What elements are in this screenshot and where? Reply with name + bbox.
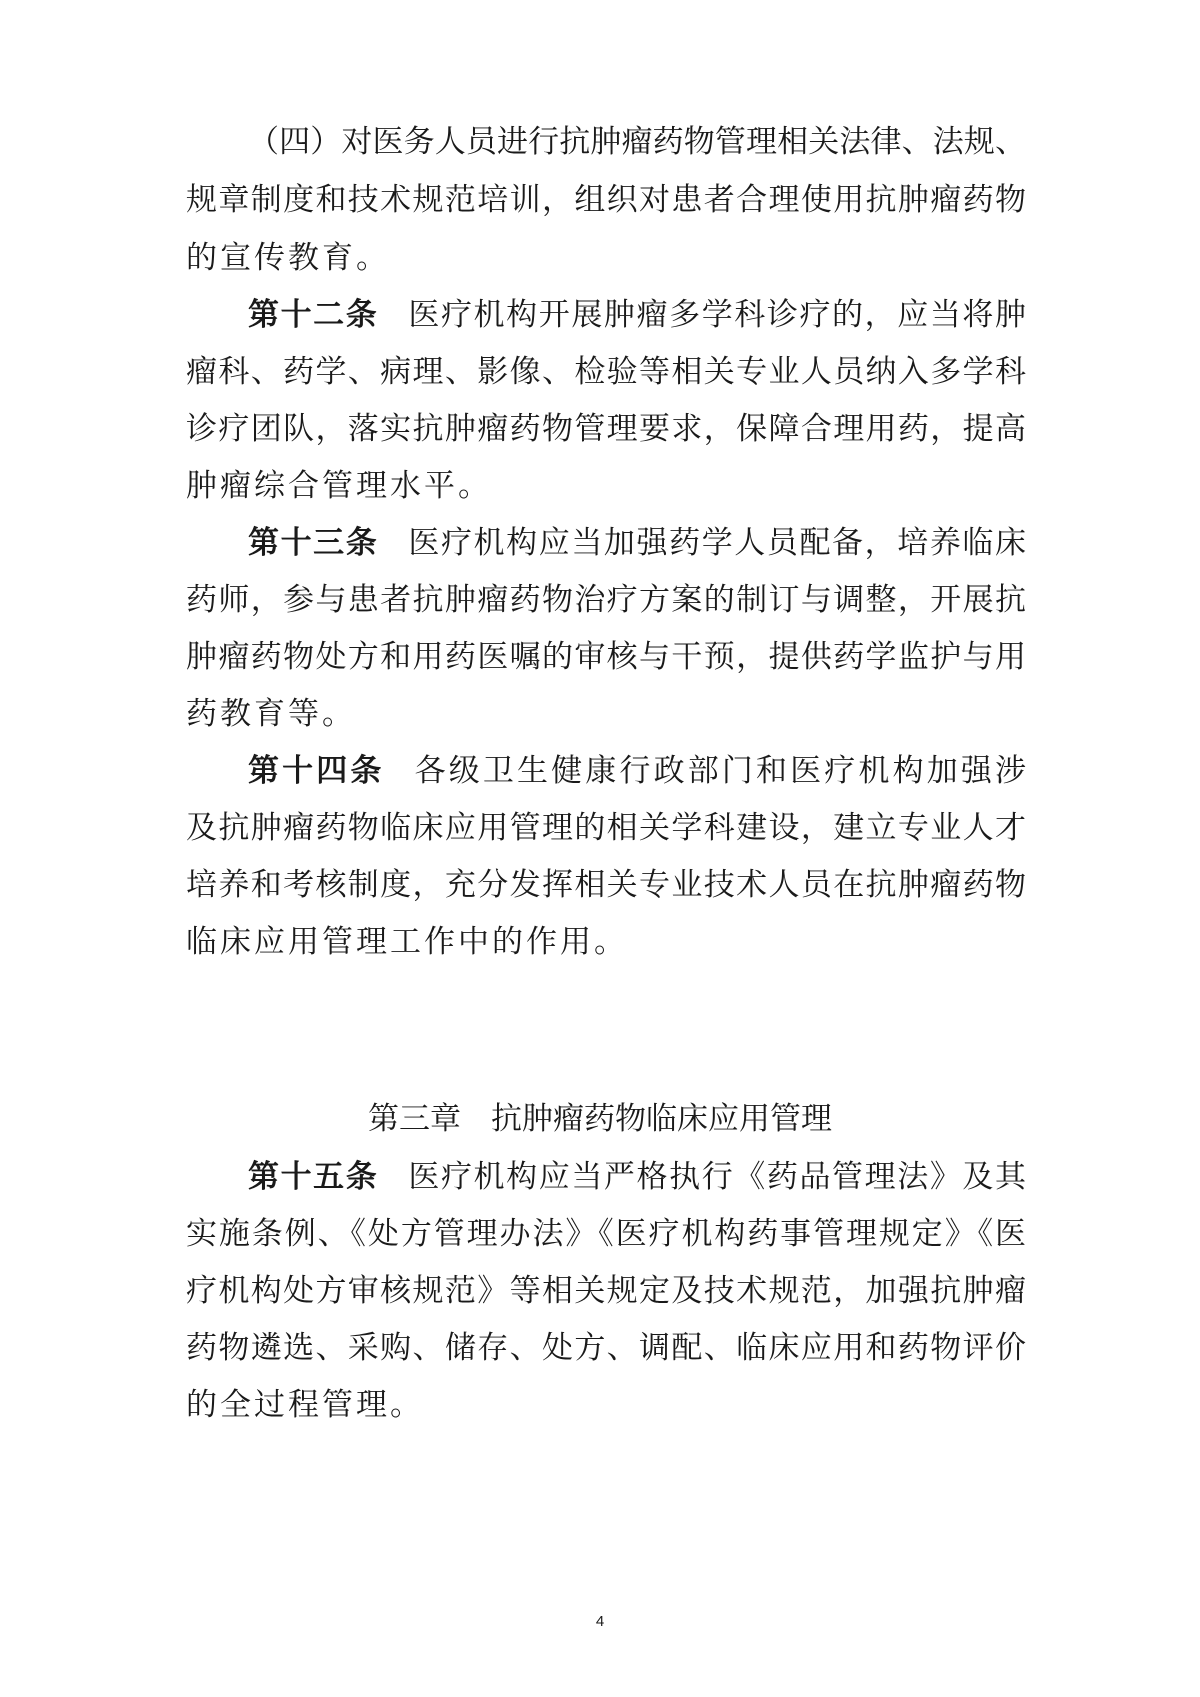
paragraph-line: 药师，参与患者抗肿瘤药物治疗方案的制订与调整，开展抗 [186, 582, 1026, 618]
paragraph-line: 规章制度和技术规范培训，组织对患者合理使用抗肿瘤药物 [186, 182, 1026, 218]
paragraph-line: （四）对医务人员进行抗肿瘤药物管理相关法律、法规、 [248, 124, 1026, 160]
article-13-text: 医疗机构应当加强药学人员配备，培养临床 [408, 525, 1027, 561]
chapter-number: 第三章 [368, 1101, 461, 1137]
paragraph-line: 临床应用管理工作中的作用。 [186, 924, 628, 960]
article-12-text: 医疗机构开展肿瘤多学科诊疗的，应当将肿 [408, 297, 1027, 333]
article-15-text: 医疗机构应当严格执行《药品管理法》及其 [408, 1159, 1027, 1195]
paragraph-line: 培养和考核制度，充分发挥相关专业技术人员在抗肿瘤药物 [186, 867, 1026, 903]
paragraph-line: 肿瘤综合管理水平。 [186, 468, 492, 504]
paragraph-line: 的全过程管理。 [186, 1387, 424, 1423]
paragraph-line: 瘤科、药学、病理、影像、检验等相关专业人员纳入多学科 [186, 354, 1026, 390]
paragraph-line: 疗机构处方审核规范》等相关规定及技术规范，加强抗肿瘤 [186, 1273, 1026, 1309]
article-14-first-line [248, 751, 1026, 791]
page-number: 4 [595, 1613, 605, 1630]
article-15-label: 第十五条 [248, 1159, 379, 1195]
article-14-label: 第十四条 [248, 753, 385, 789]
article-12-first-line [248, 295, 1026, 335]
paragraph-line: 及抗肿瘤药物临床应用管理的相关学科建设，建立专业人才 [186, 810, 1026, 846]
article-15-first-line [248, 1157, 1026, 1197]
paragraph-line: 诊疗团队，落实抗肿瘤药物管理要求，保障合理用药，提高 [186, 411, 1026, 447]
paragraph-line: 药教育等。 [186, 696, 356, 732]
article-13-first-line [248, 523, 1026, 563]
chapter-title: 抗肿瘤药物临床应用管理 [491, 1101, 832, 1137]
article-13-label: 第十三条 [248, 525, 379, 561]
article-14-text: 各级卫生健康行政部门和医疗机构加强涉 [414, 753, 1027, 789]
paragraph-line: 药物遴选、采购、储存、处方、调配、临床应用和药物评价 [186, 1330, 1026, 1366]
paragraph-line: 实施条例、《处方管理办法》《医疗机构药事管理规定》《医 [186, 1216, 1026, 1252]
paragraph-line: 的宣传教育。 [186, 240, 390, 276]
paragraph-line: 肿瘤药物处方和用药医嘱的审核与干预，提供药学监护与用 [186, 639, 1026, 675]
chapter-heading [0, 1099, 1200, 1139]
article-12-label: 第十二条 [248, 297, 379, 333]
